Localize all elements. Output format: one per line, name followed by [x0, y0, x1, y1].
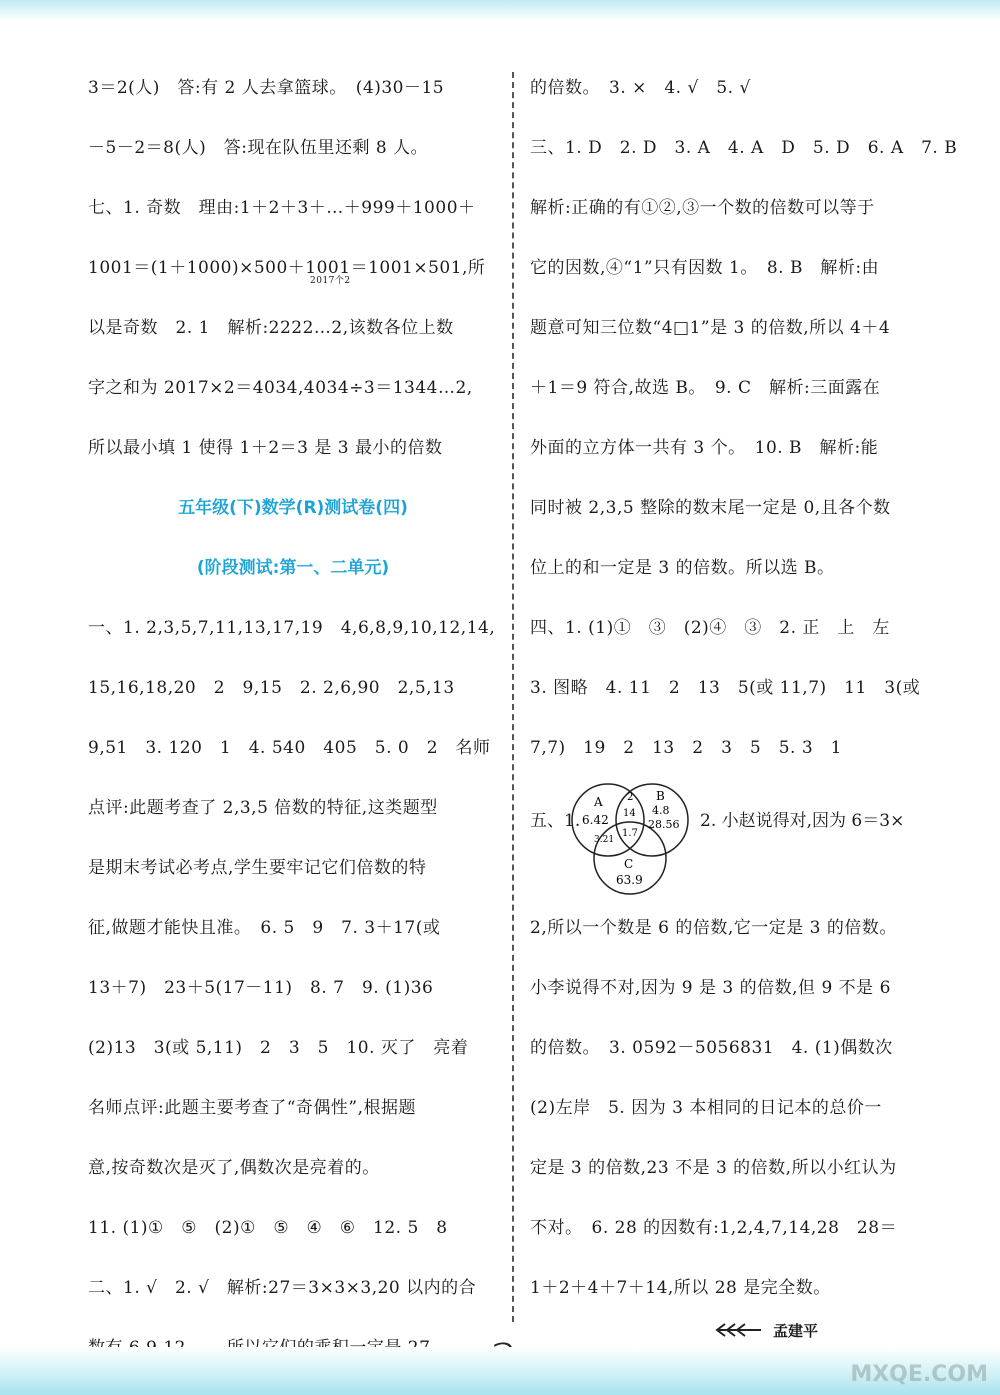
left-column	[88, 58, 498, 1378]
text-line: 它的因数,④“1”只有因数 1。 8. B 解析:由	[530, 258, 880, 278]
venn-value-c: 63.9	[616, 873, 643, 887]
text-line: 位上的和一定是 3 的倍数。所以选 B。	[530, 558, 835, 578]
text-line: 1001＝(1＋1000)×500＋1001＝1001×501,所	[88, 258, 486, 278]
column-divider	[512, 72, 514, 1322]
venn-value-ab-mid: 14	[623, 808, 636, 819]
text-line: 是期末考试必考点,学生要牢记它们倍数的特	[88, 858, 427, 878]
text-line: 解析:正确的有①②,③一个数的倍数可以等于	[530, 198, 875, 218]
text-line: (2)左岸 5. 因为 3 本相同的日记本的总价一	[530, 1098, 882, 1118]
venn-label-a: A	[594, 795, 603, 809]
text-line: ＋1＝9 符合,故选 B。 9. C 解析:三面露在	[530, 378, 881, 398]
text-line: 名师点评:此题主要考查了“奇偶性”,根据题	[88, 1098, 417, 1118]
right-column	[530, 58, 958, 1318]
section-title: 五年级(下)数学(R)测试卷(四)	[178, 498, 408, 518]
text-line: 3. 图略 4. 11 2 13 5(或 11,7) 11 3(或	[530, 678, 921, 698]
text-line: 四、1. (1)① ③ (2)④ ③ 2. 正 上 左	[530, 618, 890, 638]
text-line: 同时被 2,3,5 整除的数末尾一定是 0,且各个数	[530, 498, 891, 518]
text-line: 的倍数。 3. 0592－5056831 4. (1)偶数次	[530, 1038, 893, 1058]
venn-value-b1: 4.8	[652, 804, 670, 817]
text-line: 2,所以一个数是 6 的倍数,它一定是 3 的倍数。	[530, 918, 897, 938]
text-line: 一、1. 2,3,5,7,11,13,17,19 4,6,8,9,10,12,14,	[88, 618, 496, 638]
text-line: 1＋2＋4＋7＋14,所以 28 是完全数。	[530, 1278, 831, 1298]
section-subtitle: (阶段测试:第一、二单元)	[196, 558, 390, 578]
footer-brand	[715, 1318, 985, 1342]
venn-label-b: B	[656, 789, 665, 803]
text-line: 意,按奇数次是灭了,偶数次是亮着的。	[88, 1158, 380, 1178]
text-line: 小李说得不对,因为 9 是 3 的倍数,但 9 不是 6	[530, 978, 891, 998]
top-decoration-band	[0, 0, 1000, 22]
venn-value-ac: 3.21	[594, 835, 615, 845]
text-line: 2. 小赵说得对,因为 6＝3×	[700, 811, 905, 831]
venn-value-b2: 28.56	[648, 818, 680, 831]
text-line: 七、1. 奇数 理由:1＋2＋3＋…＋999＋1000＋	[88, 198, 476, 218]
watermark: MXQE.COM	[850, 1362, 988, 1387]
text-line: 定是 3 的倍数,23 不是 3 的倍数,所以小红认为	[530, 1158, 897, 1178]
text-line: 征,做题才能快且准。 6. 5 9 7. 3＋17(或	[88, 918, 441, 938]
text-line: 3＝2(人) 答:有 2 人去拿篮球。 (4)30－15	[88, 78, 445, 98]
venn-value-abc: 1.7	[622, 828, 638, 839]
text-line: 11. (1)① ⑤ (2)① ⑤ ④ ⑥ 12. 5 8	[88, 1218, 448, 1238]
text-line: －5－2＝8(人) 答:现在队伍里还剩 8 人。	[88, 138, 429, 158]
text-line: 7,7) 19 2 13 2 3 5 5. 3 1	[530, 738, 842, 758]
venn-value-ab-top: 2	[627, 792, 634, 803]
text-line: 点评:此题考查了 2,3,5 倍数的特征,这类题型	[88, 798, 438, 818]
text-line: 所以最小填 1 使得 1＋2＝3 是 3 最小的倍数	[88, 438, 443, 458]
text-line: 15,16,18,20 2 9,15 2. 2,6,90 2,5,13	[88, 678, 455, 698]
overbrace-note: 2017个2	[310, 276, 351, 286]
text-line: 9,51 3. 120 1 4. 540 405 5. 0 2 名师	[88, 738, 491, 758]
venn-answer-row	[530, 778, 930, 898]
text-line: 三、1. D 2. D 3. A 4. A D 5. D 6. A 7. B	[530, 138, 958, 158]
text-line: (2)13 3(或 5,11) 2 3 5 10. 灭了 亮着	[88, 1038, 469, 1058]
text-line: 题意可知三位数“4□1”是 3 的倍数,所以 4＋4	[530, 318, 891, 338]
brand-name: 孟建平	[773, 1321, 819, 1340]
text-line: 13＋7) 23＋5(17－11) 8. 7 9. (1)36	[88, 978, 434, 998]
venn-diagram	[560, 778, 700, 898]
text-line: 外面的立方体一共有 3 个。 10. B 解析:能	[530, 438, 879, 458]
arrow-icon	[715, 1322, 763, 1338]
text-line: 二、1. √ 2. √ 解析:27＝3×3×3,20 以内的合	[88, 1278, 477, 1298]
venn-question-label: 五、1.	[530, 811, 581, 831]
venn-label-c: C	[624, 857, 634, 871]
text-line: 的倍数。 3. × 4. √ 5. √	[530, 78, 751, 98]
text-line: 2017个2 以是奇数 2. 1 解析:2222…2,该数各位上数	[88, 276, 454, 338]
text-line: 字之和为 2017×2＝4034,4034÷3＝1344…2,	[88, 378, 473, 398]
venn-value-a: 6.42	[582, 813, 609, 827]
text-line: 不对。 6. 28 的因数有:1,2,4,7,14,28 28＝	[530, 1218, 898, 1238]
